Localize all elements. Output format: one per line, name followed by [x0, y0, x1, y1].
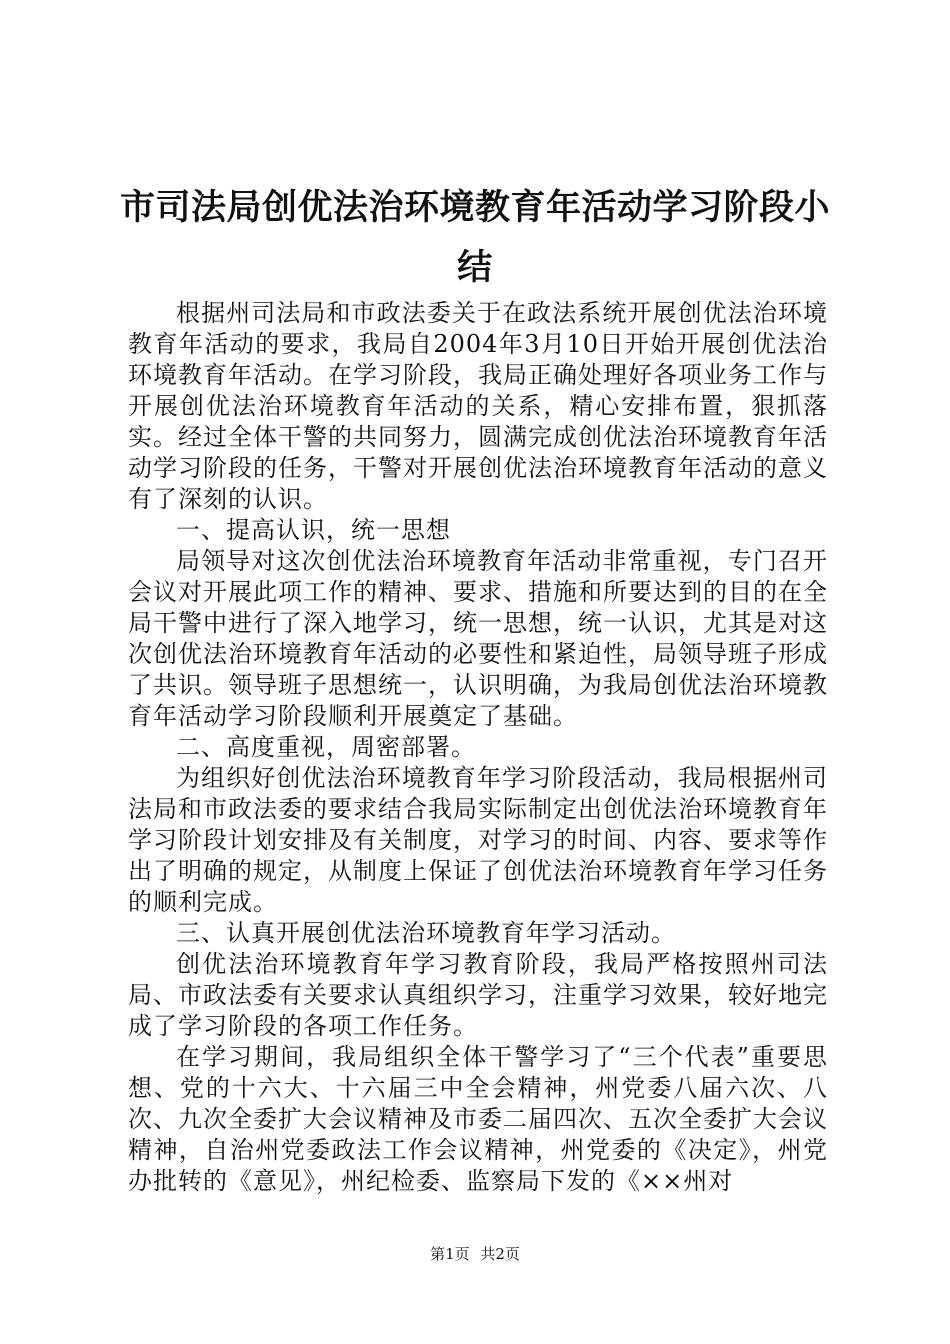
section-heading-1: 一、提高认识，统一思想: [176, 516, 451, 544]
paragraph-section-1: 局领导对这次创优法治环境教育年活动非常重视，专门召开会议对开展此项工作的精神、要求、措施和所要达到的目的在全局干警中进行了深入地学习，统一思想，统一认识，尤其是对这次创优法治环境教育年活动的必要性和紧迫性，局领导班子形成了共识。领导班子思想统一，认识明确，为我局创优法治环境教育年活动学习阶段顺利开展奠定了基础。: [128, 547, 828, 730]
document-title: 市司法局创优法治环境教育年活动学习阶段小结: [119, 188, 830, 288]
paragraph-section-2: 为组织好创优法治环境教育年学习阶段活动，我局根据州司法局和市政法委的要求结合我局实际制定出创优法治环境教育年学习阶段计划安排及有关制度，对学习的时间、内容、要求等作出了明确的规定，从制度上保证了创优法治环境教育年学习任务的顺利完成。: [128, 764, 828, 916]
paragraph-section-3a: 创优法治环境教育年学习教育阶段，我局严格按照州司法局、市政法委有关要求认真组织学习，注重学习效果，较好地完成了学习阶段的各项工作任务。: [128, 950, 828, 1040]
paragraph-intro: 根据州司法局和市政法委关于在政法系统开展创优法治环境教育年活动的要求，我局自2004年3月10日开始开展创优法治环境教育年活动。在学习阶段，我局正确处理好各项业务工作与开展创优法治环境教育年活动的关系，精心安排布置，狠抓落实。经过全体干警的共同努力，圆满完成创优法治环境教育年活动学习阶段的任务，干警对开展创优法治环境教育年活动的意义有了深刻的认识。: [128, 299, 828, 513]
page-footer: [0, 1244, 950, 1264]
document-body: [128, 298, 828, 1197]
page-number: 第1页: [430, 1245, 470, 1263]
page-total: 共2页: [480, 1245, 520, 1263]
section-heading-2: 二、高度重视，周密部署。: [176, 733, 476, 761]
section-heading-3: 三、认真开展创优法治环境教育年学习活动。: [176, 919, 676, 947]
paragraph-section-3b: 在学习期间，我局组织全体干警学习了“三个代表”重要思想、党的十六大、十六届三中全会精神，州党委八届六次、八次、九次全委扩大会议精神及市委二届四次、五次全委扩大会议精神，自治州党委政法工作会议精神，州党委的《决定》，州党办批转的《意见》，州纪检委、监察局下发的《××州对: [128, 1043, 828, 1195]
